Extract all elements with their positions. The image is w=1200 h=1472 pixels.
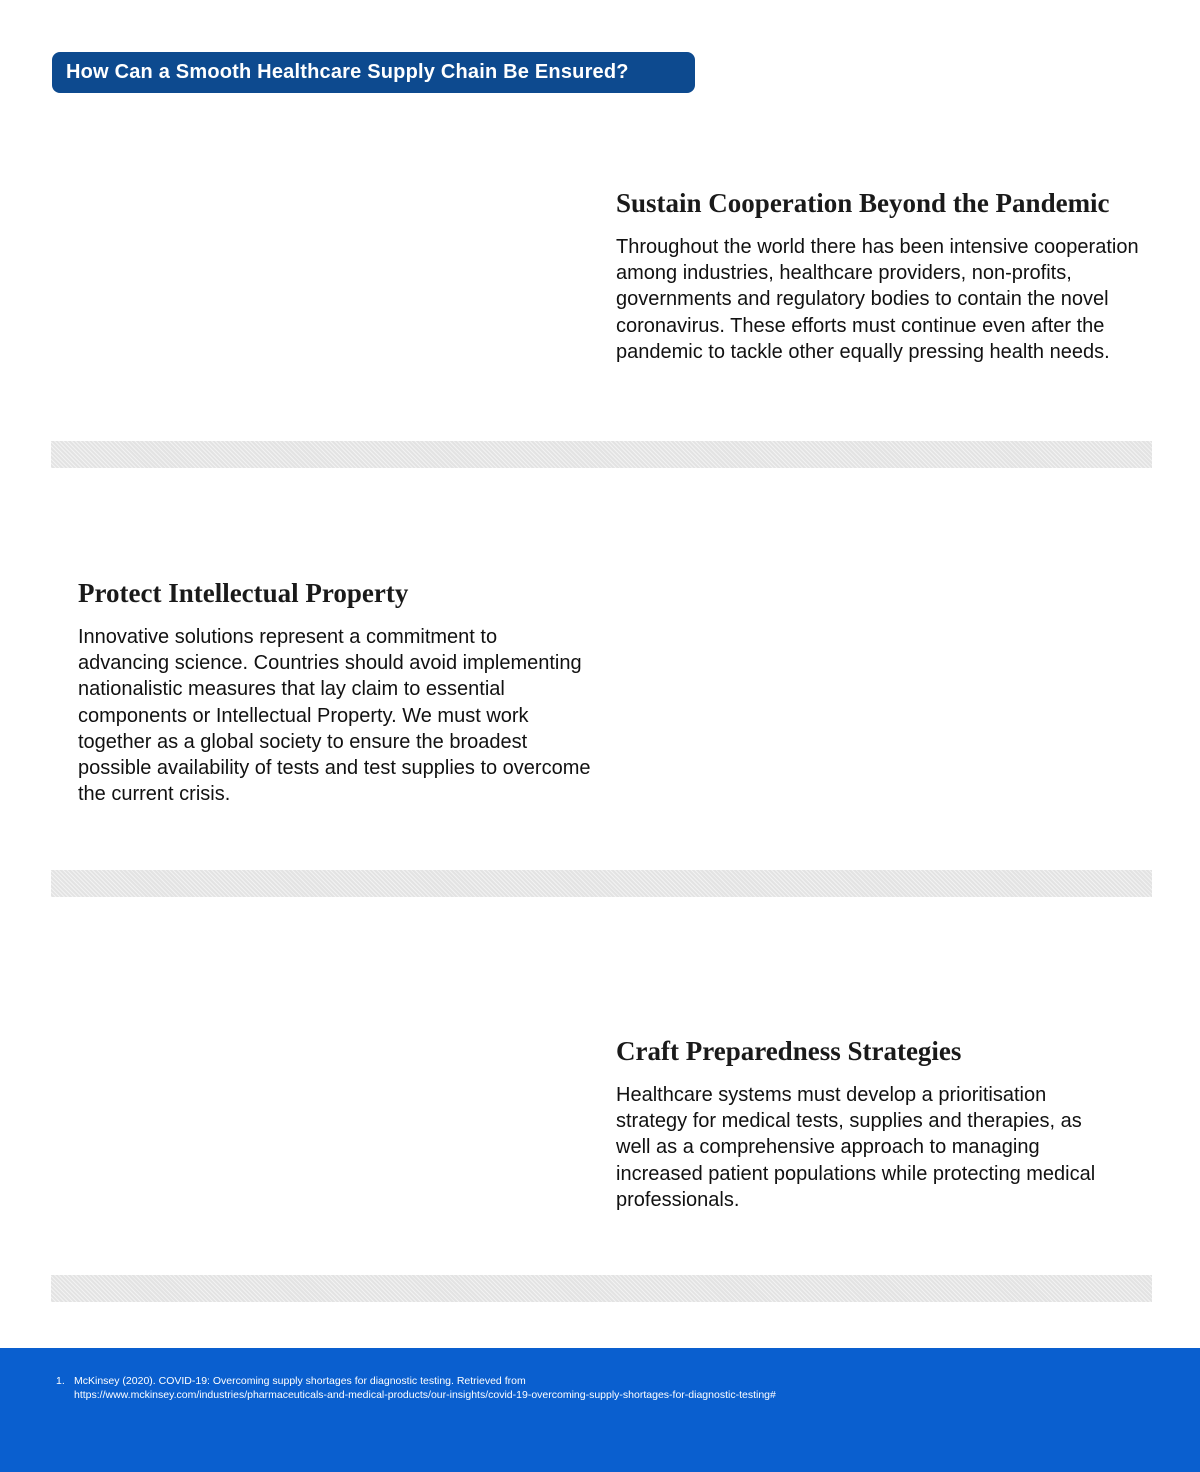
section-heading: Protect Intellectual Property	[78, 578, 409, 608]
footer	[0, 1348, 1200, 1472]
section-preparedness-strategies	[616, 1034, 1116, 1213]
footnote	[56, 1374, 1156, 1402]
section-heading: Sustain Cooperation Beyond the Pandemic	[616, 188, 1110, 218]
page-title: How Can a Smooth Healthcare Supply Chain Be Ensured?	[66, 61, 629, 83]
section-body: Throughout the world there has been intensive cooperation among industries, healthcare providers, non-profits, governments and regulatory bodies to contain the novel coronavirus. These efforts must continue even after the pandemic to tackle other equally pressing health needs.	[616, 236, 1139, 363]
footnote-number: 1.	[56, 1375, 65, 1387]
section-divider	[51, 1275, 1152, 1302]
footer-rule	[54, 1339, 1148, 1340]
footnote-link[interactable]: https://www.mckinsey.com/industries/pharmaceuticals-and-medical-products/our-insights/covid-19-overcoming-supply-shortages-for-diagnostic-testing#	[74, 1389, 776, 1401]
section-heading: Craft Preparedness Strategies	[616, 1036, 962, 1066]
section-protect-ip	[78, 576, 593, 807]
section-body: Innovative solutions represent a commitment to advancing science. Countries should avoid implementing nationalistic measures that lay claim to essential components or Intellectual Property. We must work together as a global society to ensure the broadest possible availability of tests and test supplies to overcome the current crisis.	[78, 626, 591, 806]
section-body: Healthcare systems must develop a prioritisation strategy for medical tests, supplies and therapies, as well as a comprehensive approach to managing increased patient populations while protecting medical professionals.	[616, 1084, 1096, 1211]
section-sustain-cooperation	[616, 186, 1156, 365]
header-banner	[52, 52, 695, 93]
section-divider	[51, 441, 1152, 468]
footnote-citation: McKinsey (2020). COVID-19: Overcoming supply shortages for diagnostic testing. Retrieved from	[74, 1375, 526, 1387]
section-divider	[51, 870, 1152, 897]
